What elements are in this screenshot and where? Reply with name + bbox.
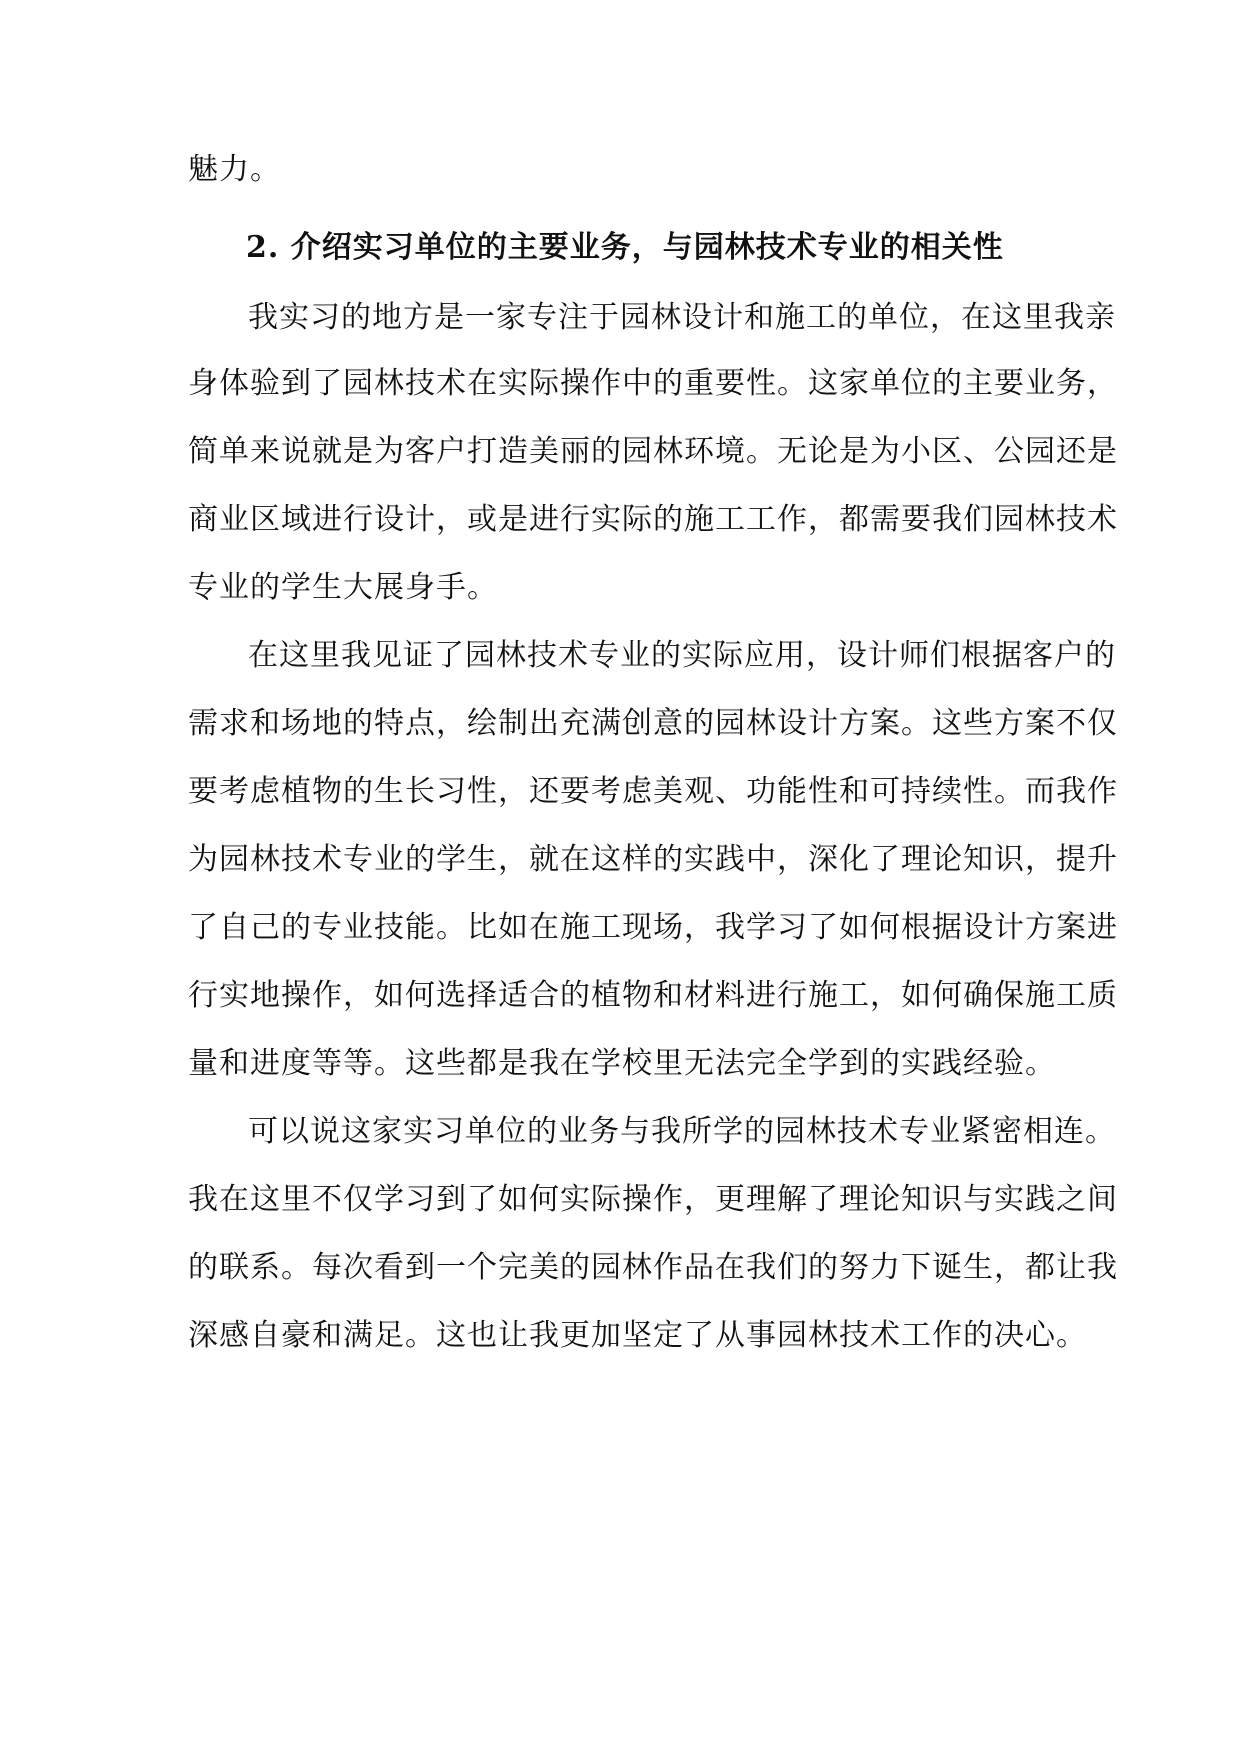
paragraph-line: 商业区域进行设计，或是进行实际的施工工作，都需要我们园林技术 (188, 502, 1118, 537)
paragraph-line: 身体验到了园林技术在实际操作中的重要性。这家单位的主要业务， (188, 366, 1118, 401)
paragraph-line: 我在这里不仅学习到了如何实际操作，更理解了理论知识与实践之间 (188, 1182, 1118, 1217)
paragraph-line: 量和进度等等。这些都是我在学校里无法完全学到的实践经验。 (188, 1046, 1056, 1081)
paragraph-line: 的联系。每次看到一个完美的园林作品在我们的努力下诞生，都让我 (188, 1250, 1118, 1285)
paragraph-line: 在这里我见证了园林技术专业的实际应用，设计师们根据客户的 (248, 638, 1116, 673)
paragraph-line: 为园林技术专业的学生，就在这样的实践中，深化了理论知识，提升 (188, 842, 1118, 877)
section-heading: 2. 介绍实习单位的主要业务，与园林技术专业的相关性 (246, 230, 1004, 265)
paragraph-line: 专业的学生大展身手。 (188, 570, 498, 605)
paragraph-line: 我实习的地方是一家专注于园林设计和施工的单位，在这里我亲 (248, 300, 1116, 335)
paragraph-line: 简单来说就是为客户打造美丽的园林环境。无论是为小区、公园还是 (188, 434, 1118, 469)
paragraph-line: 了自己的专业技能。比如在施工现场，我学习了如何根据设计方案进 (188, 910, 1118, 945)
paragraph-line: 需求和场地的特点，绘制出充满创意的园林设计方案。这些方案不仅 (188, 706, 1118, 741)
paragraph-line: 要考虑植物的生长习性，还要考虑美观、功能性和可持续性。而我作 (188, 774, 1118, 809)
paragraph-line: 可以说这家实习单位的业务与我所学的园林技术专业紧密相连。 (248, 1114, 1116, 1149)
paragraph-line: 魅力。 (188, 152, 281, 187)
paragraph-line: 行实地操作，如何选择适合的植物和材料进行施工，如何确保施工质 (188, 978, 1118, 1013)
paragraph-line: 深感自豪和满足。这也让我更加坚定了从事园林技术工作的决心。 (188, 1318, 1087, 1353)
